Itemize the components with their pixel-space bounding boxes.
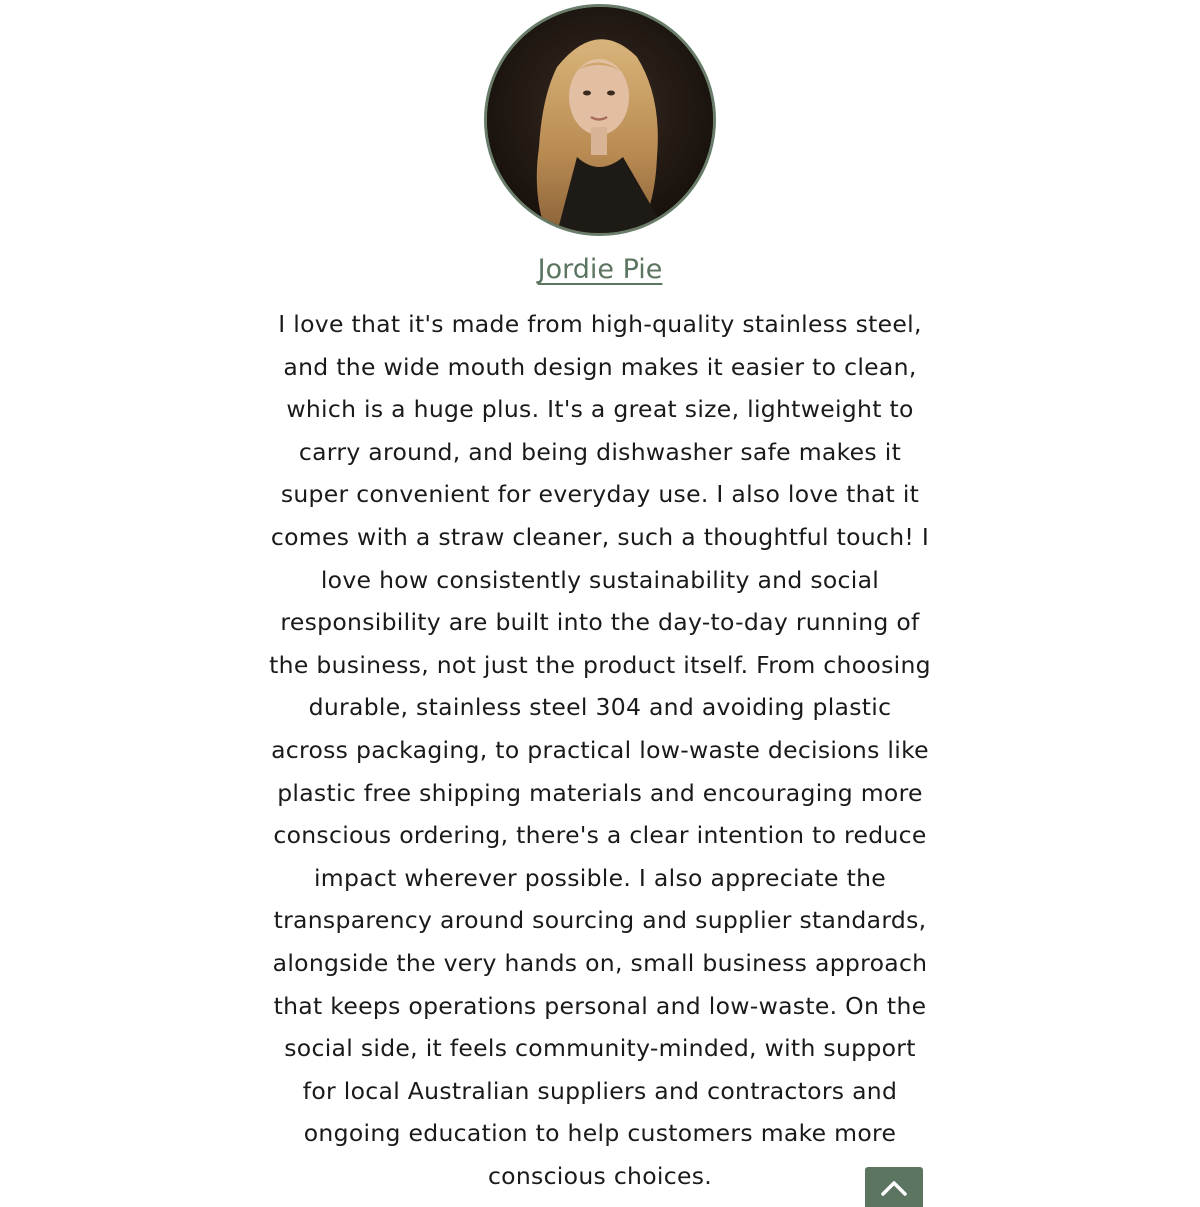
review-line: super convenient for everyday use. I also love that it — [280, 480, 920, 509]
chevron-up-icon — [880, 1179, 908, 1197]
reviewer-name[interactable]: Jordie Pie — [537, 254, 663, 285]
avatar — [484, 4, 716, 236]
review-line: comes with a straw cleaner, such a thoughtful touch! I — [270, 522, 930, 551]
review-line: durable, stainless steel 304 and avoiding plastic — [308, 693, 892, 722]
review-line: conscious choices. — [487, 1161, 713, 1190]
review-line: ongoing education to help customers make more — [303, 1119, 897, 1148]
review-line: which is a huge plus. It's a great size, lightweight to — [286, 395, 914, 424]
review-line: love how consistently sustainability and social — [320, 565, 880, 594]
review-line: impact wherever possible. I also appreciate the — [313, 863, 887, 892]
scroll-to-top-button[interactable] — [865, 1167, 923, 1207]
review-line: alongside the very hands on, small business approach — [272, 948, 928, 977]
review-line: the business, not just the product itself. From choosing — [269, 650, 931, 679]
reviewer-photo — [487, 7, 713, 233]
review-line: responsibility are built into the day-to-day running of — [280, 608, 920, 637]
review-text — [258, 303, 942, 1197]
review-line: that keeps operations personal and low-waste. On the — [273, 991, 927, 1020]
review-line: social side, it feels community-minded, with support — [284, 1034, 916, 1063]
review-line: I love that it's made from high-quality stainless steel, — [278, 310, 922, 338]
review-line: across packaging, to practical low-waste decisions like — [271, 735, 929, 764]
review-line: plastic free shipping materials and encouraging more — [277, 778, 923, 807]
review-line: conscious ordering, there's a clear intention to reduce — [273, 821, 927, 850]
review-line: transparency around sourcing and supplier standards, — [273, 906, 927, 935]
review-line: and the wide mouth design makes it easier to clean, — [283, 352, 917, 381]
review-line: for local Australian suppliers and contractors and — [302, 1076, 898, 1105]
review-line: carry around, and being dishwasher safe makes it — [298, 437, 902, 466]
